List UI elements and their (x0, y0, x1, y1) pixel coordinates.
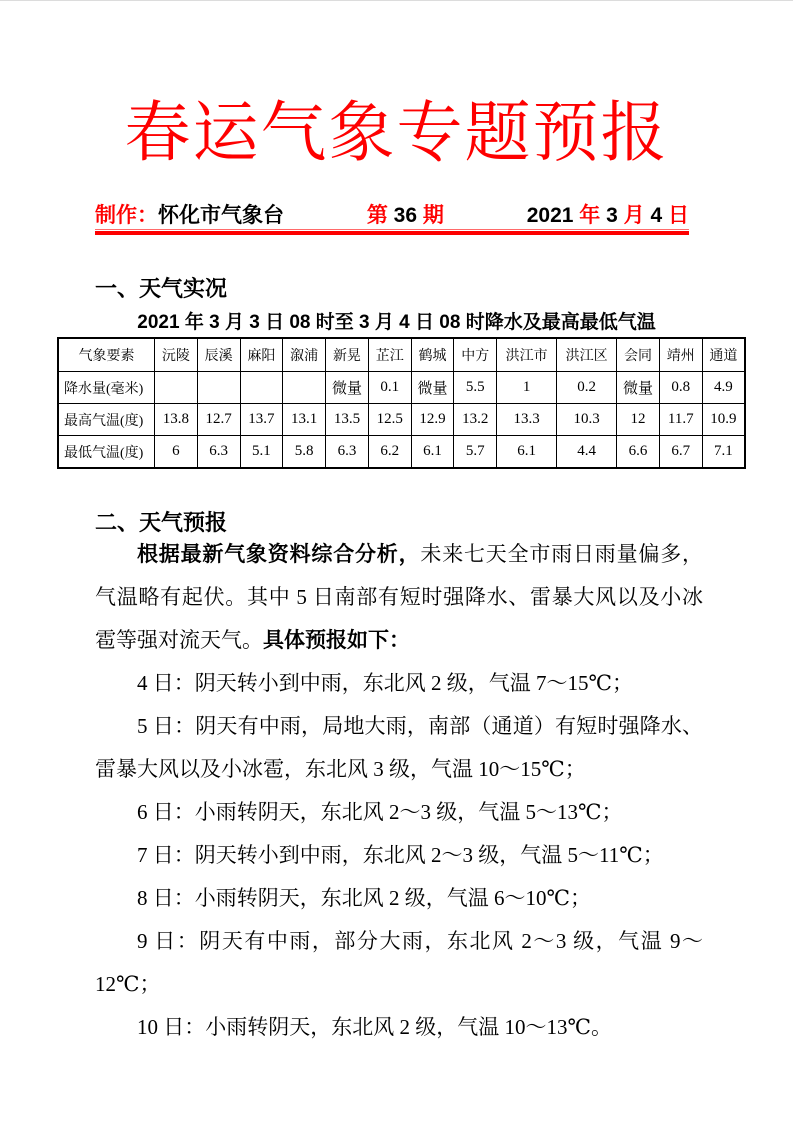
table-col-header: 新晃 (326, 338, 369, 372)
table-col-header: 辰溪 (197, 338, 240, 372)
table-cell: 0.2 (557, 372, 617, 404)
issue-date (527, 204, 689, 228)
table-col-header: 鹤城 (411, 338, 454, 372)
weather-table (57, 337, 746, 469)
table-cell: 微量 (617, 372, 660, 404)
weather-table-caption: 2021 年 3 月 3 日 08 时至 3 月 4 日 08 时降水及最高最低气温 (137, 312, 656, 333)
table-cell (155, 372, 198, 404)
table-col-header: 靖州 (659, 338, 702, 372)
table-cell: 6.3 (197, 436, 240, 469)
table-col-header: 洪江区 (557, 338, 617, 372)
table-cell: 13.7 (240, 404, 283, 436)
table-col-header: 洪江市 (497, 338, 557, 372)
table-cell: 6.6 (617, 436, 660, 469)
table-col-header: 气象要素 (58, 338, 155, 372)
forecast-body (95, 533, 703, 1049)
table-col-header: 溆浦 (283, 338, 326, 372)
table-cell: 10.3 (557, 404, 617, 436)
analysis-paragraph (95, 533, 703, 662)
date-month-unit: 月 (617, 204, 651, 227)
forecast-line-day9: 9 日：阴天有中雨，部分大雨，东北风 2～3 级，气温 9～12℃； (95, 929, 703, 996)
table-cell: 0.1 (368, 372, 411, 404)
date-year-unit: 年 (573, 204, 607, 227)
table-cell: 6.7 (659, 436, 702, 469)
producer (95, 204, 284, 228)
table-cell: 12 (617, 404, 660, 436)
analysis-text: 未来七天全市雨日雨量偏多，气温略有起伏。其中 5 日南部有短时强降水、雷暴大风以及小冰雹等强对流天气。 (95, 542, 704, 652)
table-cell: 13.8 (155, 404, 198, 436)
issue-number (367, 204, 444, 228)
table-cell: 6 (155, 436, 198, 469)
table-cell: 6.1 (411, 436, 454, 469)
table-cell: 13.2 (454, 404, 497, 436)
table-cell: 5.8 (283, 436, 326, 469)
table-cell: 4.9 (702, 372, 745, 404)
masthead (95, 204, 689, 228)
table-col-header: 通道 (702, 338, 745, 372)
table-row-label: 最高气温(度) (58, 404, 155, 436)
forecast-line-day6: 6 日：小雨转阴天，东北风 2～3 级，气温 5～13℃； (137, 800, 623, 824)
forecast-line-day10: 10 日：小雨转阴天，东北风 2 级，气温 10～13℃。 (137, 1015, 612, 1039)
page-title: 春运气象专题预报 (124, 97, 669, 170)
date-year: 2021 (526, 204, 574, 227)
table-cell: 4.4 (557, 436, 617, 469)
producer-name: 怀化市气象台 (158, 204, 284, 227)
table-row-label: 降水量(毫米) (58, 372, 155, 404)
table-cell: 5.5 (454, 372, 497, 404)
table-cell (240, 372, 283, 404)
table-cell: 微量 (411, 372, 454, 404)
table-cell: 微量 (326, 372, 369, 404)
table-cell: 13.3 (497, 404, 557, 436)
section-heading-actual-weather: 一、天气实况 (95, 276, 228, 301)
table-row (58, 436, 745, 469)
table-cell: 6.1 (497, 436, 557, 469)
table-cell: 13.1 (283, 404, 326, 436)
issue-suffix: 期 (422, 204, 444, 227)
table-row-label: 最低气温(度) (58, 436, 155, 469)
date-day-unit: 日 (662, 204, 689, 227)
table-cell: 12.9 (411, 404, 454, 436)
forecast-line-day5: 5 日：阴天有中雨，局地大雨，南部（通道）有短时强降水、雷暴大风以及小冰雹，东北风 3 级，气温 10～15℃； (95, 714, 703, 781)
table-col-header: 会同 (617, 338, 660, 372)
red-rule-thick-line (95, 231, 689, 235)
forecast-line-day4: 4 日：阴天转小到中雨，东北风 2 级，气温 7～15℃； (137, 671, 633, 695)
table-cell: 1 (497, 372, 557, 404)
table-cell: 7.1 (702, 436, 745, 469)
forecast-line-day7: 7 日：阴天转小到中雨，东北风 2～3 级，气温 5～11℃； (137, 843, 664, 867)
table-col-header: 沅陵 (155, 338, 198, 372)
issue-prefix: 第 (366, 204, 388, 227)
table-cell: 13.5 (326, 404, 369, 436)
table-cell: 0.8 (659, 372, 702, 404)
table-header-row (58, 338, 745, 372)
table-cell: 12.7 (197, 404, 240, 436)
page-top-border (0, 0, 793, 1)
table-row (58, 404, 745, 436)
table-cell: 10.9 (702, 404, 745, 436)
table-col-header: 芷江 (368, 338, 411, 372)
table-cell: 12.5 (368, 404, 411, 436)
table-cell: 5.1 (240, 436, 283, 469)
table-cell: 6.2 (368, 436, 411, 469)
table-row (58, 372, 745, 404)
date-month: 3 (606, 204, 618, 227)
forecast-line-day8: 8 日：小雨转阴天，东北风 2 级，气温 6～10℃； (137, 886, 591, 910)
section-heading-forecast: 二、天气预报 (95, 510, 228, 535)
table-cell: 11.7 (659, 404, 702, 436)
table-col-header: 中方 (454, 338, 497, 372)
table-cell (283, 372, 326, 404)
issue-value: 36 (387, 204, 423, 227)
date-day: 4 (650, 204, 663, 227)
producer-label: 制作： (95, 204, 158, 227)
masthead-red-rule (95, 229, 689, 235)
table-cell (197, 372, 240, 404)
analysis-bold-lead: 根据最新气象资料综合分析， (137, 543, 421, 566)
table-col-header: 麻阳 (240, 338, 283, 372)
analysis-bold-tail: 具体预报如下： (263, 629, 410, 652)
table-cell: 5.7 (454, 436, 497, 469)
table-cell: 6.3 (326, 436, 369, 469)
